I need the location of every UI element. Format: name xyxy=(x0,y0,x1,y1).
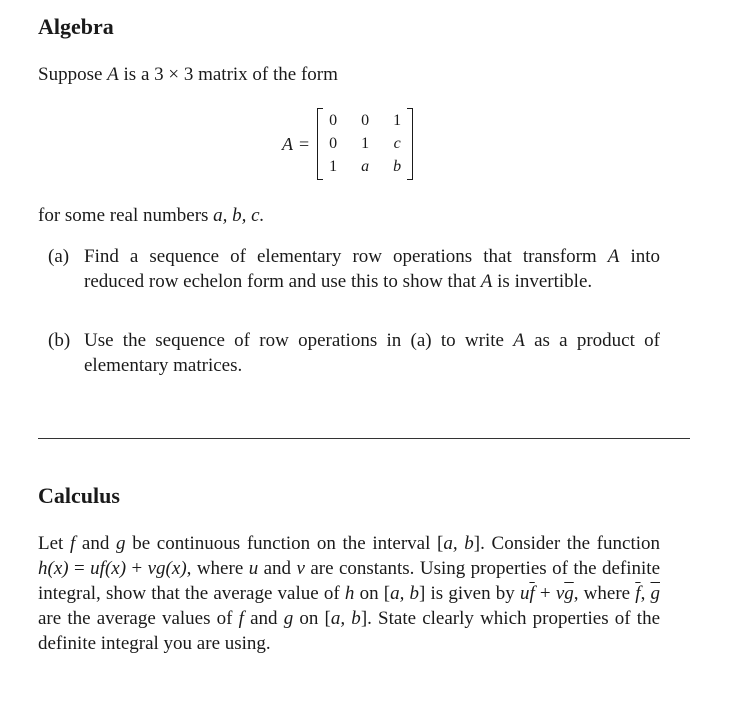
matrix-grid xyxy=(317,110,413,179)
part-b xyxy=(48,328,668,380)
algebra-after-text: for some real numbers a, b, c. xyxy=(38,205,265,226)
part-a-label: (a) xyxy=(48,246,70,267)
part-b-label: (b) xyxy=(48,330,71,351)
part-b-text: Use the sequence of row operations in (a) to write A as a product of elementary matrices. xyxy=(84,330,660,376)
algebra-intro: Suppose A is a 3 × 3 matrix of the form xyxy=(38,64,338,85)
right-bracket xyxy=(407,108,413,180)
matrix-cell: c xyxy=(393,135,401,152)
matrix-cell: 0 xyxy=(329,135,338,152)
calculus-problem: Let f and g be continuous function on the interval [a, b]. Consider the function h(x) = uf(x) + vg(x), where u and v are constants. Using properties of the definite integral, show that the average value of h on [a, b] is given by $u\overline{f} + v\overline{g}$, where $\overline{f}$, $\overline{g}$ are the average values of f and g on [a, b]. State clearly which properties of the definite integral you are using. xyxy=(38,533,661,654)
matrix-cell: 0 xyxy=(361,112,370,129)
part-a-text: Find a sequence of elementary row operations that transform A into reduced row echelon form and use this to show that A is invertible. xyxy=(84,246,660,292)
matrix-cell: 0 xyxy=(329,112,338,129)
matrix-cell: b xyxy=(393,158,402,175)
matrix-cell: 1 xyxy=(393,112,402,129)
matrix-lhs: A xyxy=(282,133,293,154)
part-a xyxy=(48,244,668,320)
calculus-heading: Calculus xyxy=(38,483,120,508)
matrix-cell: 1 xyxy=(361,135,370,152)
algebra-heading: Algebra xyxy=(38,14,114,39)
matrix-cell: a xyxy=(361,158,370,175)
section-divider xyxy=(38,438,690,439)
matrix-cell: 1 xyxy=(329,158,338,175)
matrix-equation xyxy=(282,108,413,180)
equals-sign: = xyxy=(299,133,310,154)
